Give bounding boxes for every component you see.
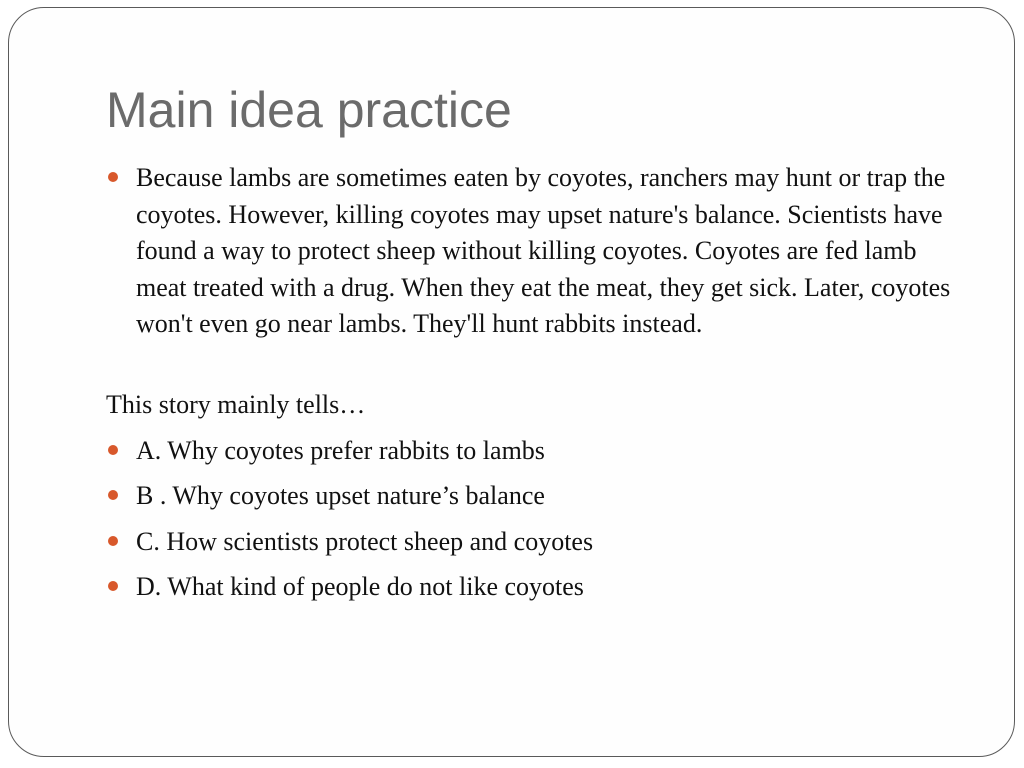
option-text: C. How scientists protect sheep and coyotes xyxy=(136,526,594,556)
option-text: B . Why coyotes upset nature’s balance xyxy=(136,481,545,510)
slide-body xyxy=(106,160,966,613)
bullet-icon xyxy=(108,172,118,182)
option-d xyxy=(106,567,966,607)
bullet-icon xyxy=(108,490,118,500)
bullet-icon xyxy=(108,536,118,546)
option-c xyxy=(106,522,966,562)
passage-bullet xyxy=(106,160,966,343)
bullet-icon xyxy=(108,445,118,455)
passage-text: Because lambs are sometimes eaten by coyotes, ranchers may hunt or trap the coyotes. However, killing coyotes may upset nature's balance. Scientists have found a way to protect sheep without killing coyotes. Coyotes are fed lamb meat treated with a drug. When they eat the meat, they get sick. Later, coyotes won't even go near lambs. They'll hunt rabbits instead. xyxy=(136,163,951,338)
option-text: D. What kind of people do not like coyotes xyxy=(136,572,584,601)
option-text: A. Why coyotes prefer rabbits to lambs xyxy=(136,435,545,465)
option-a xyxy=(106,431,966,471)
slide-title: Main idea practice xyxy=(106,82,512,138)
bullet-icon xyxy=(108,581,118,591)
question-prompt: This story mainly tells… xyxy=(106,389,366,419)
option-b xyxy=(106,476,966,516)
